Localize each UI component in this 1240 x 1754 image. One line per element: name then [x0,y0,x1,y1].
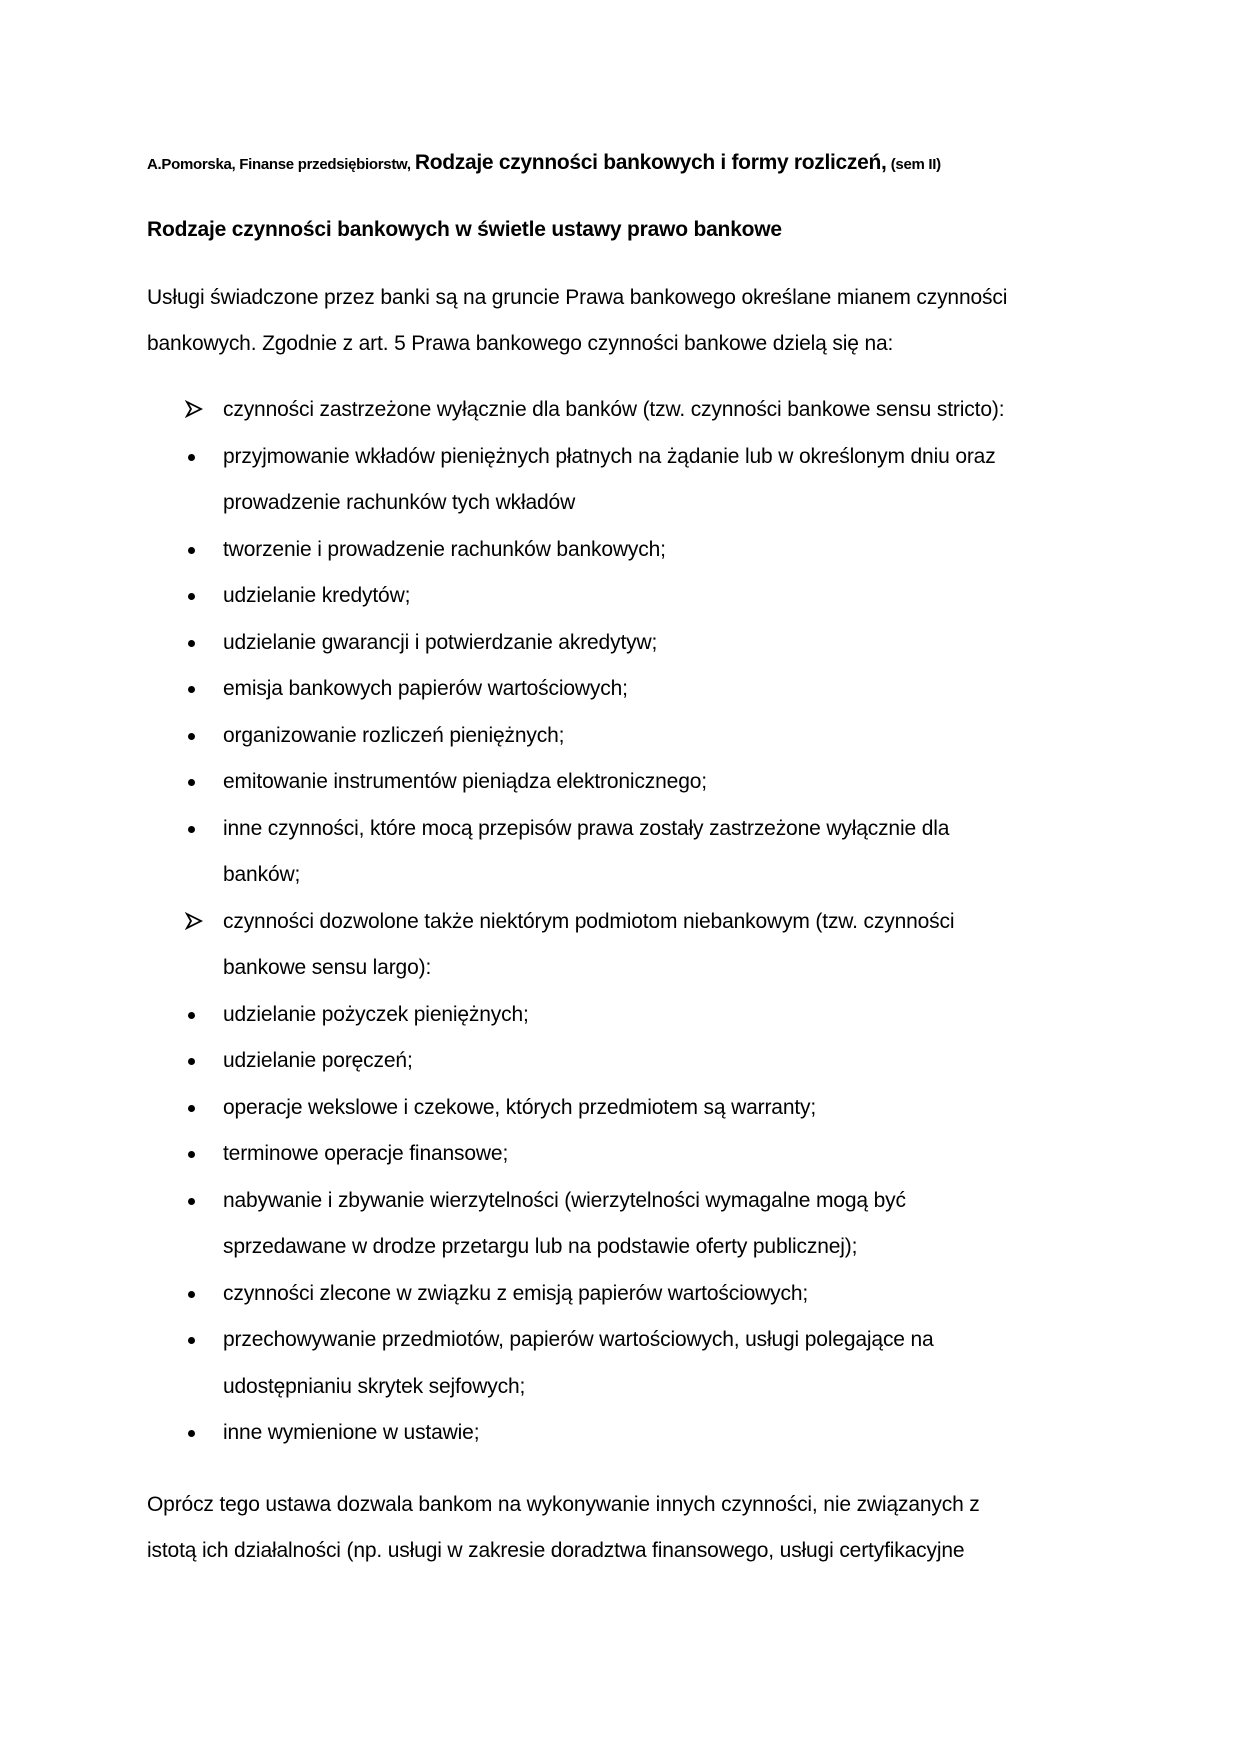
bullet-icon [185,527,207,574]
list-item-text: czynności zastrzeżone wyłącznie dla banków (tzw. czynności bankowe sensu stricto): [223,398,1005,421]
list-item-text: udostępnianiu skrytek sejfowych; [223,1374,526,1398]
list-item [0,1085,1240,1132]
bullet-icon [185,1317,207,1364]
intro-line: bankowych. Zgodnie z art. 5 Prawa bankowego czynności bankowe dzielą się na: [147,332,894,355]
list-item-text: udzielanie kredytów; [223,584,411,607]
bullet-icon [185,759,207,806]
list-item [0,666,1240,713]
list-item [0,434,1240,527]
list-item-text: tworzenie i prowadzenie rachunków bankowych; [223,537,666,561]
bullet-icon [185,992,207,1039]
bullet-icon [185,573,207,620]
arrow-icon [185,387,207,434]
list-item [0,806,1240,899]
list-item-text: czynności zlecone w związku z emisją papierów wartościowych; [223,1281,809,1305]
list-item [0,1271,1240,1318]
closing-paragraph [147,1482,1092,1574]
bullet-icon [185,666,207,713]
arrow-icon [185,899,207,946]
document-header [147,151,941,175]
list-item-text: czynności dozwolone także niektórym podmiotom niebankowym (tzw. czynności [223,909,955,933]
list-item [0,573,1240,620]
list-item [0,1317,1240,1410]
bullet-icon [185,434,207,481]
list-item [0,527,1240,574]
author-course: A.Pomorska, Finanse przedsiębiorstw, [147,156,411,173]
bullet-icon [185,1410,207,1457]
list-item [0,1131,1240,1178]
closing-line: istotą ich działalności (np. usługi w zakresie doradztwa finansowego, usługi certyfikacyjne [147,1539,965,1562]
list-item-text: inne czynności, które mocą przepisów prawa zostały zastrzeżone wyłącznie dla [223,816,950,840]
list-item [0,899,1240,992]
list-item-text: emitowanie instrumentów pieniądza elektronicznego; [223,770,707,793]
list-item-text: inne wymienione w ustawie; [223,1421,480,1444]
section-heading: Rodzaje czynności bankowych w świetle ustawy prawo bankowe [147,218,782,241]
list-item-text: emisja bankowych papierów wartościowych; [223,677,628,700]
list-item [0,387,1240,434]
list-item-text: przyjmowanie wkładów pieniężnych płatnych na żądanie lub w określonym dniu oraz [223,444,996,468]
list-item-text: bankowe sensu largo): [223,956,432,979]
list-item [0,620,1240,667]
intro-line: Usługi świadczone przez banki są na gruncie Prawa bankowego określane mianem czynności [147,286,1008,309]
list-item-text: udzielanie poręczeń; [223,1049,413,1072]
list-item-text: banków; [223,863,301,886]
list-item-text: przechowywanie przedmiotów, papierów wartościowych, usługi polegające na [223,1328,934,1351]
list-item [0,1410,1240,1457]
bullet-icon [185,1085,207,1132]
bullet-icon [185,1038,207,1085]
bullet-icon [185,620,207,667]
list-item [0,759,1240,806]
intro-paragraph [147,275,1092,367]
list-item-text: operacje wekslowe i czekowe, których przedmiotem są warranty; [223,1095,817,1119]
list-item-text: organizowanie rozliczeń pieniężnych; [223,723,565,747]
bullet-icon [185,713,207,760]
closing-line: Oprócz tego ustawa dozwala bankom na wykonywanie innych czynności, nie związanych z [147,1493,980,1516]
list-item-text: terminowe operacje finansowe; [223,1142,509,1165]
list-item [0,713,1240,760]
bullet-icon [185,1271,207,1318]
activities-list [0,387,1240,1457]
list-item-text: sprzedawane w drodze przetargu lub na podstawie oferty publicznej); [223,1235,858,1258]
list-item-text: nabywanie i zbywanie wierzytelności (wierzytelności wymagalne mogą być [223,1188,906,1212]
list-item [0,1038,1240,1085]
bullet-icon [185,1178,207,1225]
bullet-icon [185,1131,207,1178]
list-item [0,992,1240,1039]
list-item-text: prowadzenie rachunków tych wkładów [223,491,576,514]
list-item-text: udzielanie pożyczek pieniężnych; [223,1002,529,1026]
document-title: Rodzaje czynności bankowych i formy rozliczeń, [414,151,887,174]
list-item-text: udzielanie gwarancji i potwierdzanie akredytyw; [223,630,658,654]
semester-label: (sem II) [890,156,941,173]
list-item [0,1178,1240,1271]
bullet-icon [185,806,207,853]
